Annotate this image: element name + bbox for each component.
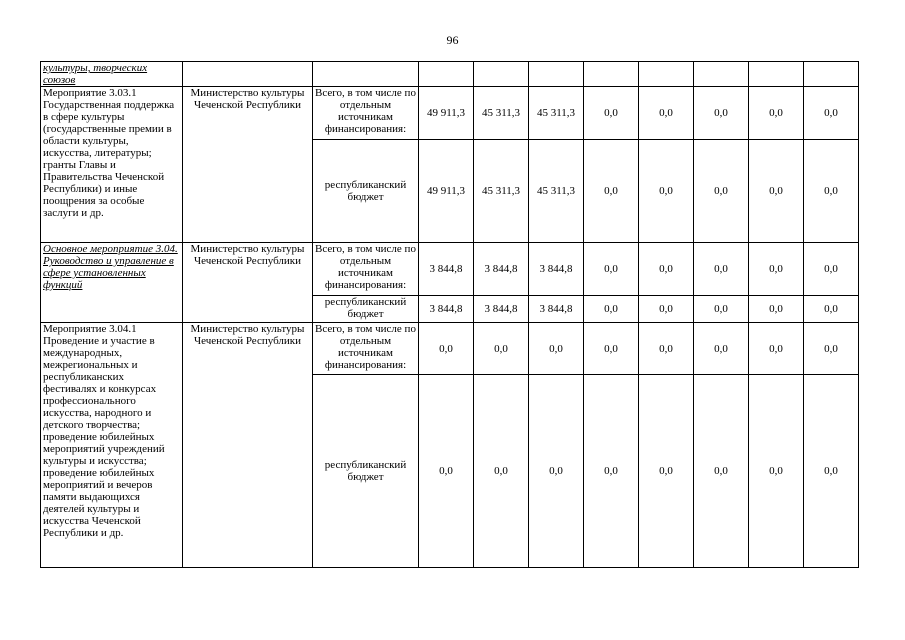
value-cell: 0,0	[419, 323, 474, 375]
value-cell: 0,0	[639, 323, 694, 375]
value-cell: 3 844,8	[529, 296, 584, 323]
table-row	[41, 323, 859, 375]
value-cell: 0,0	[419, 375, 474, 568]
source-label: Всего, в том числе по отдельным источникам финансирования:	[313, 323, 419, 375]
table-row	[41, 87, 859, 140]
source-label: республиканский бюджет	[313, 296, 419, 323]
value-cell: 0,0	[804, 140, 859, 243]
value-cell: 0,0	[694, 323, 749, 375]
value-cell: 3 844,8	[474, 296, 529, 323]
value-cell: 3 844,8	[529, 243, 584, 296]
value-cell: 49 911,3	[419, 140, 474, 243]
value-cell: 0,0	[584, 87, 639, 140]
value-cell: 0,0	[639, 87, 694, 140]
value-cell: 0,0	[804, 243, 859, 296]
executor: Министерство культуры Чеченской Республики	[183, 243, 313, 323]
value-cell: 0,0	[804, 296, 859, 323]
value-cell: 0,0	[584, 243, 639, 296]
value-cell: 0,0	[529, 323, 584, 375]
source-label: республиканский бюджет	[313, 375, 419, 568]
table-row	[41, 243, 859, 296]
value-cell: 0,0	[639, 296, 694, 323]
value-cell: 0,0	[694, 87, 749, 140]
source-label: Всего, в том числе по отдельным источникам финансирования:	[313, 243, 419, 296]
source-label: республиканский бюджет	[313, 140, 419, 243]
value-cell: 45 311,3	[529, 87, 584, 140]
source-label: Всего, в том числе по отдельным источникам финансирования:	[313, 87, 419, 140]
value-cell: 0,0	[474, 375, 529, 568]
value-cell: 0,0	[529, 375, 584, 568]
value-cell: 0,0	[749, 140, 804, 243]
value-cell: 0,0	[584, 375, 639, 568]
value-cell: 0,0	[749, 296, 804, 323]
table-row	[41, 62, 859, 87]
value-cell: 0,0	[694, 243, 749, 296]
value-cell: 3 844,8	[419, 296, 474, 323]
value-cell: 0,0	[584, 296, 639, 323]
value-cell: 0,0	[749, 243, 804, 296]
value-cell: 0,0	[804, 323, 859, 375]
value-cell: 0,0	[639, 140, 694, 243]
activity-name: Основное мероприятие 3.04. Руководство и управление в сфере установленных функций	[41, 243, 183, 323]
activity-name: Мероприятие 3.04.1 Проведение и участие в международных, межрегиональных и республиканских фестивалях и конкурсах профессионального искусства, народного и детского творчества; проведение юбилейных мероприятий учреждений культуры и искусства; проведение юбилейных мероприятий и вечеров памяти выдающихся деятелей культуры и искусства Чеченской Республики и др.	[41, 323, 183, 568]
value-cell: 0,0	[804, 375, 859, 568]
value-cell: 3 844,8	[474, 243, 529, 296]
value-cell: 0,0	[749, 375, 804, 568]
value-cell: 0,0	[639, 243, 694, 296]
executor: Министерство культуры Чеченской Республики	[183, 87, 313, 243]
page-number: 96	[446, 33, 459, 47]
value-cell: 0,0	[694, 296, 749, 323]
value-cell: 0,0	[584, 323, 639, 375]
value-cell: 0,0	[584, 140, 639, 243]
value-cell: 0,0	[749, 323, 804, 375]
value-cell: 45 311,3	[474, 140, 529, 243]
value-cell: 45 311,3	[474, 87, 529, 140]
value-cell: 45 311,3	[529, 140, 584, 243]
value-cell: 0,0	[749, 87, 804, 140]
value-cell: 0,0	[639, 375, 694, 568]
value-cell: 49 911,3	[419, 87, 474, 140]
activity-name: Мероприятие 3.03.1 Государственная поддержка в сфере культуры (государственные премии в области культуры, искусства, литературы; гранты Главы и Правительства Чеченской Республики) и иные поощрения за особые заслуги и др.	[41, 87, 183, 243]
value-cell: 0,0	[804, 87, 859, 140]
value-cell: 3 844,8	[419, 243, 474, 296]
value-cell: 0,0	[694, 140, 749, 243]
executor: Министерство культуры Чеченской Республики	[183, 323, 313, 568]
activity-name: культуры, творческих союзов	[41, 62, 183, 87]
financing-table	[40, 61, 859, 568]
value-cell: 0,0	[694, 375, 749, 568]
value-cell: 0,0	[474, 323, 529, 375]
